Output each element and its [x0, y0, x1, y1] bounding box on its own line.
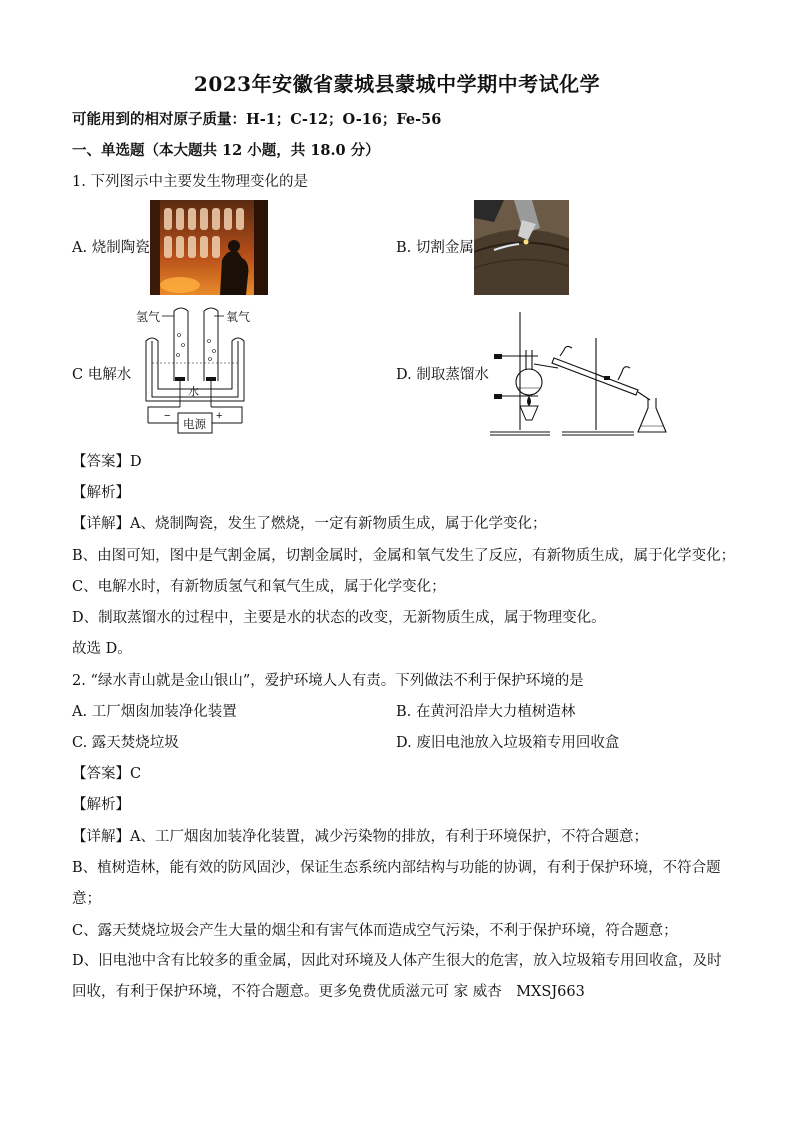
minus-sign: −	[164, 410, 171, 422]
q1-detail-b: B、由图可知，图中是气割金属，切割金属时，金属和氧气发生了反应，有新物质生成，属于化学变化；	[72, 548, 736, 564]
q1-option-a: A. 烧制陶瓷	[72, 240, 150, 256]
section-heading: 一、单选题（本大题共 12 小题，共 18.0 分）	[72, 142, 380, 159]
power-source-label: 电源	[183, 419, 206, 431]
q1-conclusion: 故选 D。	[72, 641, 132, 657]
page-title: 2023年安徽省蒙城县蒙城中学期中考试化学	[193, 72, 601, 96]
water-label: 水	[188, 386, 199, 398]
electrolysis-diagram	[130, 305, 260, 437]
plus-sign: +	[216, 410, 223, 422]
q2-detail-a: 【详解】A、工厂烟囱加装净化装置，减少污染物的排放，有利于环境保护，不符合题意；	[72, 829, 648, 845]
atomic-masses-note: 可能用到的相对原子质量：H-1；C-12；O-16；Fe-56	[72, 111, 442, 128]
question-1-stem: 1. 下列图示中主要发生物理变化的是	[72, 174, 308, 190]
q2-detail-c: C、露天焚烧垃圾会产生大量的烟尘和有害气体而造成空气污染，不利于保护环境，符合题意；	[72, 923, 678, 939]
q1-option-d: D. 制取蒸馏水	[396, 367, 489, 383]
q1-option-b: B. 切割金属	[396, 240, 474, 256]
q2-option-b: B. 在黄河沿岸大力植树造林	[396, 704, 576, 720]
q1-analysis-heading: 【解析】	[72, 485, 130, 501]
q2-answer: 【答案】C	[72, 766, 142, 782]
q1-answer: 【答案】D	[72, 454, 142, 470]
pottery-kiln-photo	[150, 200, 268, 295]
q1-detail-a: 【详解】A、烧制陶瓷，发生了燃烧，一定有新物质生成，属于化学变化；	[72, 516, 547, 532]
distillation-diagram	[488, 310, 668, 438]
q2-detail-b: B、植树造林，能有效的防风固沙，保证生态系统内部结构与功能的协调，有利于保护环境，不符合题意；	[72, 860, 721, 907]
question-2-stem: 2. “绿水青山就是金山银山”，爱护环境人人有责。下列做法不利于保护环境的是	[72, 673, 584, 689]
q2-option-d: D. 废旧电池放入垃圾箱专用回收盒	[396, 735, 620, 751]
q2-analysis-heading: 【解析】	[72, 797, 130, 813]
q1-option-c: C 电解水	[72, 367, 132, 383]
q2-option-c: C. 露天焚烧垃圾	[72, 735, 179, 751]
q1-detail-d: D、制取蒸馏水的过程中，主要是水的状态的改变，无新物质生成，属于物理变化。	[72, 610, 606, 626]
metal-cutting-photo	[474, 200, 569, 295]
q2-option-a: A. 工厂烟囱加装净化装置	[72, 704, 237, 720]
q1-detail-c: C、电解水时，有新物质氢气和氧气生成，属于化学变化；	[72, 579, 446, 595]
oxygen-label: 氧气	[226, 310, 251, 324]
q2-detail-d: D、旧电池中含有比较多的重金属，因此对环境及人体产生很大的危害，放入垃圾箱专用回收盒，及时回收，有利于保护环境，不符合题意。更多免费优质滋元可 家 威杏 MXSJ663	[72, 953, 722, 1000]
hydrogen-label: 氢气	[136, 310, 161, 324]
